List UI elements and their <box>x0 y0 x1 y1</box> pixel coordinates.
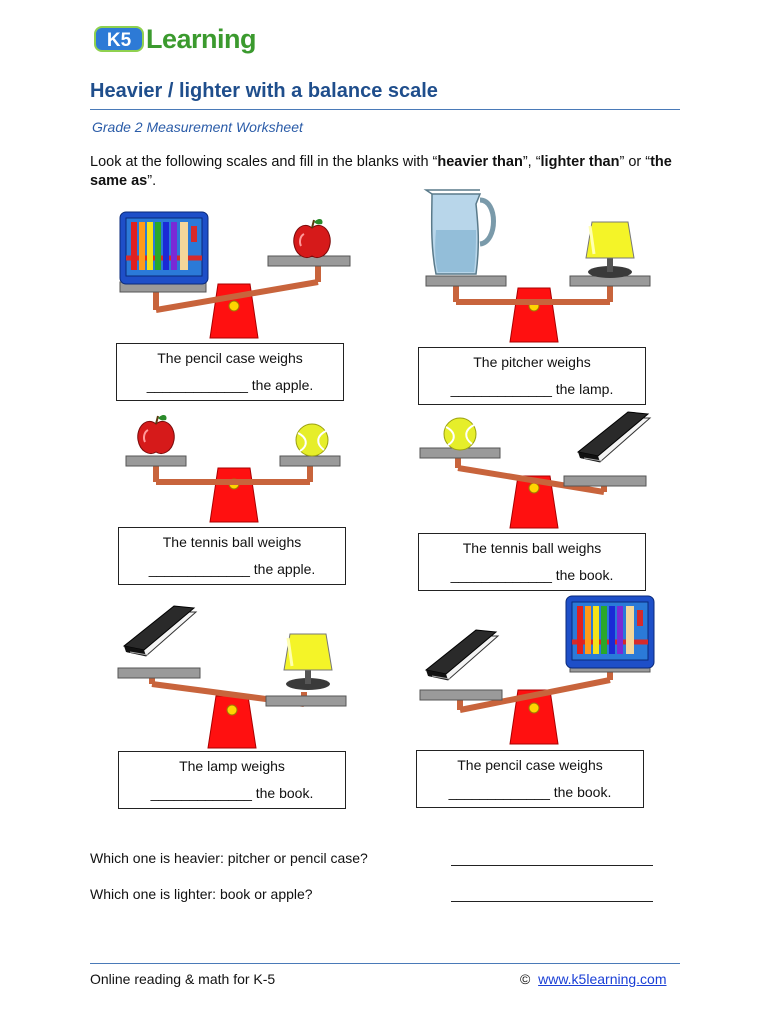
answer-box-4: The tennis ball weighs _____________ the book. <box>418 533 646 591</box>
answer-box-6: The pencil case weighs _____________ the book. <box>416 750 644 808</box>
answer-blank[interactable]: _____________ the lamp. <box>450 381 614 397</box>
book-icon <box>578 412 650 462</box>
worksheet-subtitle: Grade 2 Measurement Worksheet <box>92 119 303 135</box>
lamp-icon <box>284 634 332 690</box>
scale-pencilcase-apple <box>110 210 370 340</box>
footer-copyright <box>520 971 667 987</box>
answer-box-2: The pitcher weighs _____________ the lamp. <box>418 347 646 405</box>
apple-icon <box>294 219 331 258</box>
option-heavier: heavier than <box>437 154 523 170</box>
tennis-ball-icon <box>296 424 328 456</box>
question-lighter: Which one is lighter: book or apple? <box>90 886 313 902</box>
answer-box-5: The lamp weighs _____________ the book. <box>118 751 346 809</box>
answer-line-heavier[interactable] <box>451 865 653 866</box>
answer-blank[interactable]: _____________ the apple. <box>146 377 314 393</box>
answer-box-3: The tennis ball weighs _____________ the apple. <box>118 527 346 585</box>
pencil-case-icon <box>566 596 654 668</box>
lamp-icon <box>586 222 634 278</box>
scale-apple-ball <box>120 418 360 528</box>
answer-line-lighter[interactable] <box>451 901 653 902</box>
footer-divider <box>90 963 680 964</box>
header-divider <box>90 109 680 110</box>
answer-blank[interactable]: _____________ the book. <box>150 785 314 801</box>
answer-box-1: The pencil case weighs _____________ the apple. <box>116 343 344 401</box>
copyright-symbol: © <box>520 971 531 987</box>
option-same: the same as <box>90 154 672 189</box>
scale-ball-book <box>414 410 654 530</box>
logo-badge: K5 <box>94 26 144 52</box>
pencil-case-icon <box>120 212 208 284</box>
footer-link[interactable]: www.k5learning.com <box>538 971 667 987</box>
page-title: Heavier / lighter with a balance scale <box>90 80 438 102</box>
book-icon <box>124 606 196 656</box>
pitcher-icon <box>426 190 494 274</box>
scale-pitcher-lamp <box>418 188 678 348</box>
scale-book-lamp <box>116 600 356 750</box>
k5-learning-logo <box>94 18 259 58</box>
apple-icon <box>138 415 175 454</box>
option-lighter: lighter than <box>540 154 620 170</box>
logo-text: Learning <box>146 24 257 54</box>
answer-blank[interactable]: _____________ the book. <box>450 567 614 583</box>
instructions: Look at the following scales and fill in the blanks with “heavier than”, “lighter than” or “the same as”. <box>90 154 672 189</box>
question-heavier: Which one is heavier: pitcher or pencil case? <box>90 850 368 866</box>
answer-blank[interactable]: _____________ the book. <box>448 784 612 800</box>
tennis-ball-icon <box>444 418 476 450</box>
footer-tagline: Online reading & math for K-5 <box>90 971 276 987</box>
answer-blank[interactable]: _____________ the apple. <box>148 561 316 577</box>
scale-book-pencilcase <box>414 596 654 746</box>
book-icon <box>426 630 498 680</box>
